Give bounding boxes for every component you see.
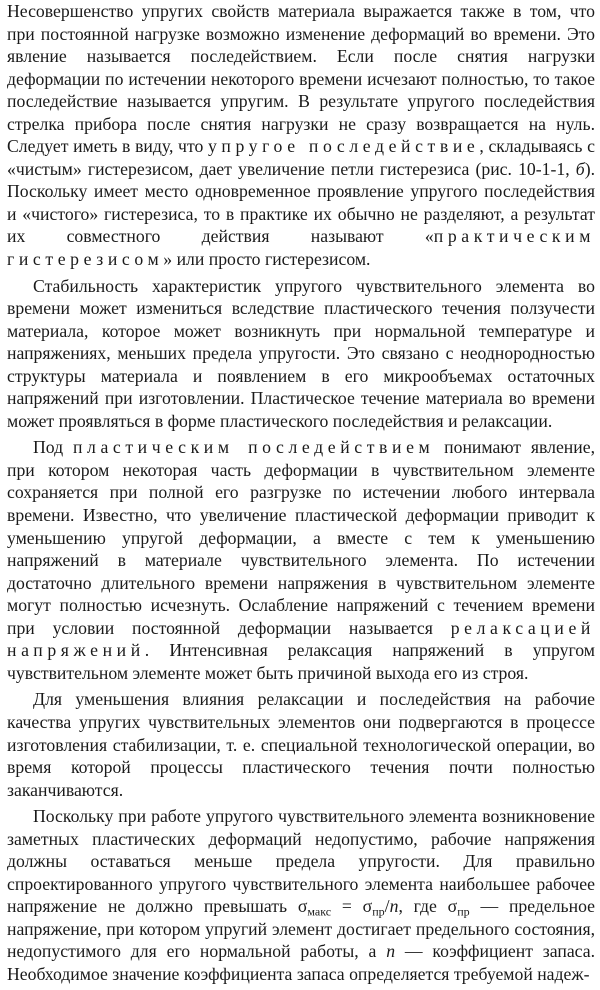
text-run: — предельное напряжение, при котором упругий элемент достигает предельного состояния, недопустимого для его нормальной работы, а xyxy=(7,896,596,962)
text-run: » или просто гистерезисом. xyxy=(163,249,371,270)
italic-symbol: б xyxy=(575,158,585,179)
spaced-term: упругое последействие xyxy=(207,136,480,157)
spaced-term: пластическим последействием xyxy=(72,437,435,458)
paragraph-stabilization xyxy=(7,688,595,801)
text-run: Несовершенство упругих свойств материала выражается также в том, что при постоянной нагрузке возможно изменение деформаций во времени. Это явление называется последействием. Если после снятия нагрузки деформации по истечении некоторого времени исчезают полностью, то такое последействие называется упругим. В результате упругого последействия стрелка прибора после снятия нагрузки не сразу возвращается на нуль. Следует иметь в виду, что xyxy=(7,1,595,157)
text-run: , складываясь с «чистым» гистерезисом, дает увеличение петли гистерезиса (рис. 10-1-1, xyxy=(7,136,595,179)
paragraph-elastic-aftereffect xyxy=(7,0,595,271)
paragraph-stability xyxy=(7,275,595,433)
text-run: Под xyxy=(33,437,73,458)
text-run: = σ xyxy=(331,896,373,917)
paragraph-plastic-aftereffect xyxy=(7,436,595,684)
document-page xyxy=(7,0,595,990)
spaced-term: практическим гистерезисом xyxy=(7,226,595,270)
italic-symbol: n xyxy=(389,896,399,917)
text-run: Для уменьшения влияния релаксации и последействия на рабочие качества упругих чувствительных элементов они подвергаются в процессе изготовления стабилизации, т. е. специальной технологической операции, во время которой процессы пластического течения почти полностью заканчиваются. xyxy=(7,689,595,800)
subscript: пр xyxy=(372,904,385,919)
subscript: пр xyxy=(457,904,470,919)
text-run: — коэффициент запаса. Необходимое значение коэффициента запаса определяется требуемой надеж- xyxy=(7,941,596,984)
text-run: Стабильность характеристик упругого чувствительного элемента во времени может измениться вследствие пластического течения ползучести материала, которое может возникнуть при нормальной температуре и напряжениях, меньших предела упругости. Это связано с неоднородностью структуры материала и появлением в его микрообъемах остаточных напряжений при изготовлении. Пластическое течение материала во времени может проявляться в форме пластического последействия и релаксации. xyxy=(7,275,595,431)
subscript: макс xyxy=(307,904,332,919)
text-run: , где σ xyxy=(398,896,458,917)
text-run: Поскольку при работе упругого чувствительного элемента возникновение заметных пластических деформаций недопустимо, рабочие напряжения должны оставаться меньше предела упругости. Для правильно спроектированного упругого чувствительного элемента наибольшее рабочее напряжение не должно превышать σ xyxy=(7,806,595,917)
spaced-term: релаксацией напряжений xyxy=(7,617,595,661)
text-run: / xyxy=(384,896,390,917)
text-run: . Интенсивная релаксация напряжений в упругом чувствительном элементе может быть причиной выхода его из строя. xyxy=(7,640,595,683)
text-run: ). Поскольку имеет место одновременное проявление упругого последействия и «чистого» гистерезиса, то в практике их обычно не разделяют, а результат их совместного действия называют « xyxy=(7,158,595,247)
paragraph-working-stress xyxy=(7,805,595,985)
italic-symbol: n xyxy=(386,941,396,962)
text-run: понимают явление, при котором некоторая часть деформации в чувствительном элементе сохраняется при полной его разгрузке по истечении любого интервала времени. Известно, что увеличение пластической деформации приводит к уменьшению упругой деформации, а вместе с тем к уменьшению напряжений в материале чувствительного элемента. По истечении достаточно длительного времени напряжения в чувствительном элементе могут полностью исчезнуть. Ослабление напряжений с течением времени при условии постоянной деформации называется xyxy=(7,437,595,638)
